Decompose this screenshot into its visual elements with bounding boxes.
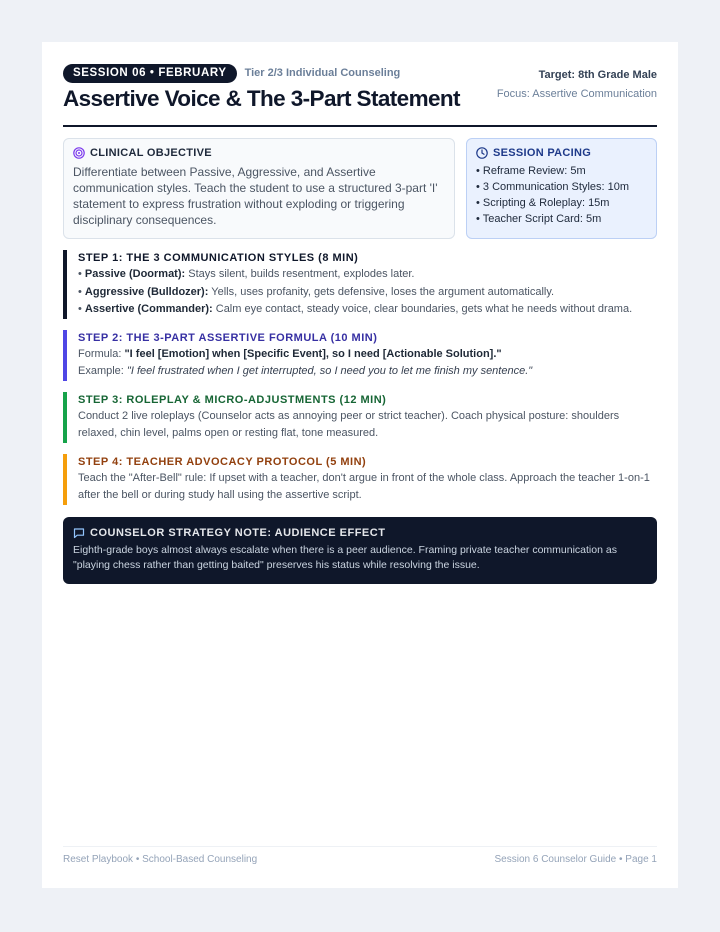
step-2-title: STEP 2: THE 3-PART ASSERTIVE FORMULA (10 MIN) bbox=[78, 331, 378, 344]
step-3-section bbox=[63, 392, 657, 443]
objective-text: Differentiate between Passive, Aggressive, and Assertive communication styles. Teach the student to use a structured 3-part 'I' statement to express frustration without exploding or triggering disciplinary consequences. bbox=[73, 165, 438, 227]
target-icon bbox=[73, 147, 85, 159]
bullet-text: Stays silent, builds resentment, explodes later. bbox=[188, 268, 415, 280]
clinical-objective-box bbox=[63, 138, 455, 239]
step-1-section bbox=[63, 250, 657, 319]
bullet-text: Calm eye contact, steady voice, clear boundaries, gets what he needs without drama. bbox=[215, 303, 633, 315]
tier-label: Tier 2/3 Individual Counseling bbox=[244, 67, 401, 79]
pacing-item: • Reframe Review: 5m bbox=[476, 165, 586, 177]
step-1-bullet: • Assertive (Commander): Calm eye contact, steady voice, clear boundaries, gets what he needs without drama. bbox=[78, 303, 633, 315]
page-header bbox=[63, 63, 657, 125]
page-title: Assertive Voice & The 3-Part Statement bbox=[63, 86, 460, 111]
footer-left: Reset Playbook • School-Based Counseling bbox=[63, 854, 258, 865]
objective-heading bbox=[73, 147, 445, 159]
formula-label: Formula: bbox=[78, 347, 122, 360]
formula-text: "I feel [Emotion] when [Specific Event], so I need [Actionable Solution]." bbox=[124, 347, 502, 360]
step-4-title: STEP 4: TEACHER ADVOCACY PROTOCOL (5 MIN) bbox=[78, 455, 367, 468]
bullet-text: Yells, uses profanity, gets defensive, loses the argument automatically. bbox=[211, 285, 555, 298]
target-label: Target: 8th Grade Male bbox=[538, 69, 657, 81]
pacing-item: • 3 Communication Styles: 10m bbox=[476, 181, 630, 193]
example-line bbox=[78, 363, 657, 381]
clock-icon bbox=[476, 147, 488, 159]
session-pacing-box bbox=[466, 138, 657, 239]
pacing-heading bbox=[476, 147, 647, 159]
step-3-title: STEP 3: ROLEPLAY & MICRO-ADJUSTMENTS (12 MIN) bbox=[78, 393, 387, 406]
step-4-section bbox=[63, 454, 657, 505]
bullet-label: Aggressive (Bulldozer): bbox=[84, 285, 209, 298]
strategy-note-heading-text: COUNSELOR STRATEGY NOTE: AUDIENCE EFFECT bbox=[90, 526, 386, 539]
step-2-section bbox=[63, 330, 657, 381]
footer-right: Session 6 Counselor Guide • Page 1 bbox=[494, 854, 657, 865]
example-text: "I feel frustrated when I get interrupted, so I need you to let me finish my sentence." bbox=[126, 365, 533, 377]
strategy-note-box bbox=[63, 517, 657, 584]
strategy-note-text: Eighth-grade boys almost always escalate when there is a peer audience. Framing private teacher communication as "playing chess rather than getting baited" preserves his status while resolving the issue. bbox=[73, 543, 617, 571]
step-1-title: STEP 1: THE 3 COMMUNICATION STYLES (8 MIN) bbox=[78, 252, 359, 264]
focus-label: Focus: Assertive Communication bbox=[496, 88, 657, 100]
pacing-heading-text: SESSION PACING bbox=[493, 147, 592, 159]
example-label: Example: bbox=[78, 365, 124, 377]
step-3-text: Conduct 2 live roleplays (Counselor acts as annoying peer or strict teacher). Coach physical posture: shoulders relaxed, chin level, palms open or resting flat, tone measured. bbox=[78, 409, 620, 439]
bullet-label: Assertive (Commander): bbox=[84, 303, 213, 315]
objective-heading-text: CLINICAL OBJECTIVE bbox=[90, 147, 212, 159]
document-page bbox=[42, 42, 678, 888]
page-footer bbox=[63, 846, 657, 865]
step-1-bullet: • Aggressive (Bulldozer): Yells, uses profanity, gets defensive, loses the argument automatically. bbox=[78, 285, 555, 298]
header-divider bbox=[63, 125, 657, 127]
header-details bbox=[497, 69, 657, 100]
strategy-note-heading bbox=[73, 527, 647, 539]
formula-line bbox=[78, 346, 657, 364]
summary-row bbox=[63, 138, 657, 239]
step-1-bullet: • Passive (Doormat): Stays silent, builds resentment, explodes later. bbox=[78, 268, 415, 280]
chat-icon bbox=[73, 527, 85, 539]
pacing-list bbox=[476, 163, 647, 227]
pacing-item: • Scripting & Roleplay: 15m bbox=[476, 197, 610, 209]
session-badge: SESSION 06 • FEBRUARY bbox=[63, 64, 237, 83]
pacing-item: • Teacher Script Card: 5m bbox=[476, 213, 602, 225]
step-4-text: Teach the "After-Bell" rule: If upset with a teacher, don't argue in front of the whole class. Approach the teacher 1-on-1 after the bell or during study hall using the assertive script. bbox=[78, 471, 650, 501]
bullet-label: Passive (Doormat): bbox=[84, 268, 186, 280]
